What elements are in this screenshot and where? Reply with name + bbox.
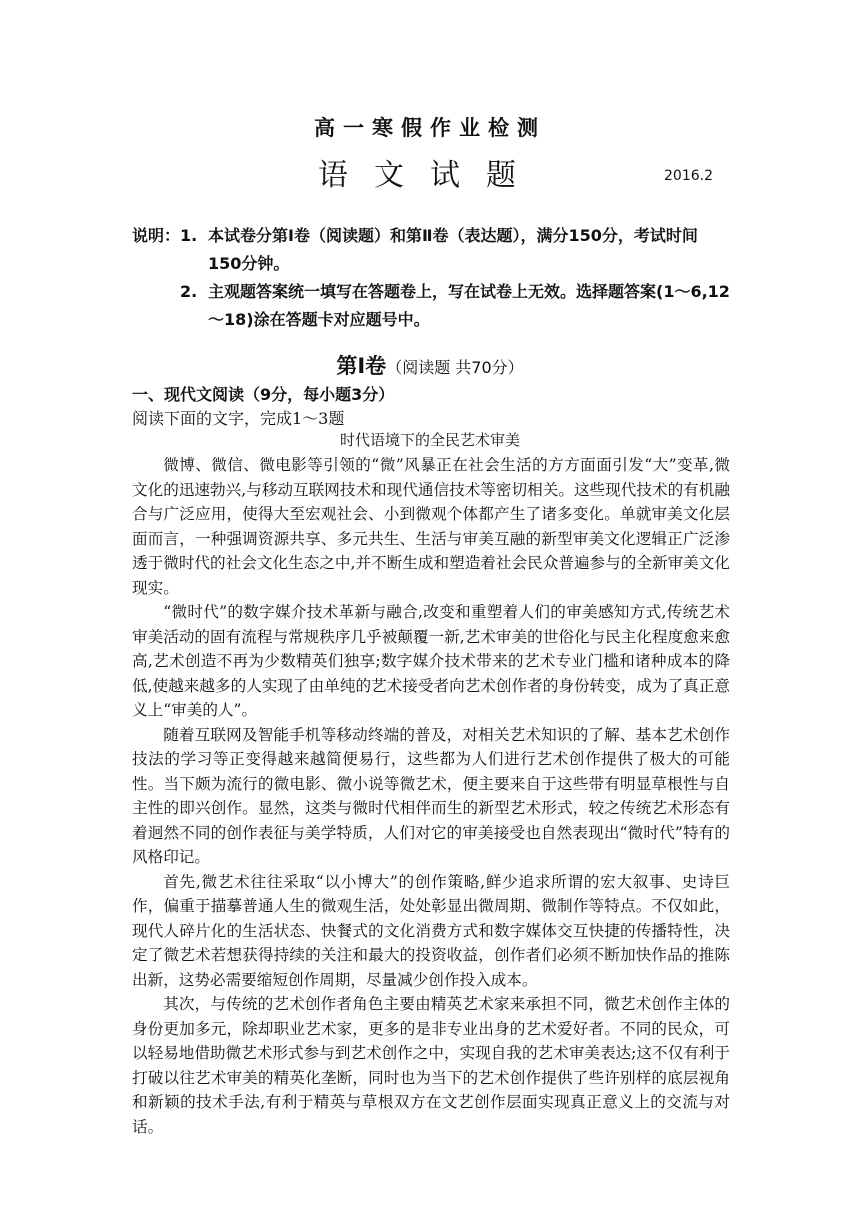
part-title: 第Ⅰ卷: [336, 354, 387, 378]
article-body: [132, 453, 730, 1139]
instructions-lead: 说明：: [132, 226, 181, 245]
instruction-item: [132, 222, 730, 278]
instructions-block: [132, 222, 730, 334]
exam-date: 2016.2: [664, 168, 713, 184]
subject-title: 语文试题: [318, 158, 542, 193]
instruction-number: 1.: [180, 226, 198, 245]
article-paragraph: 微博、微信、微电影等引领的“微”风暴正在社会生活的方方面面引发“大”变革,微文化的迅速勃兴,与移动互联网技术和现代通信技术等密切相关。这些现代技术的有机融合与广泛应用，使得大至宏观社会、小到微观个体都产生了诸多变化。单就审美文化层面而言，一种强调资源共享、多元共生、生活与审美互融的新型审美文化逻辑正广泛渗透于微时代的社会文化生态之中,并不断生成和塑造着社会民众普遍参与的全新审美文化现实。: [132, 456, 730, 597]
article-paragraph: 首先,微艺术往往采取“以小博大”的创作策略,鲜少追求所谓的宏大叙事、史诗巨作，偏重于描摹普通人生的微观生活，处处彰显出微周期、微制作等特点。不仅如此，现代人碎片化的生活状态、快餐式的文化消费方式和数字媒体交互快捷的传播特性，决定了微艺术若想获得持续的关注和最大的投资收益，创作者们必须不断加快作品的推陈出新，这势必需要缩短创作周期，尽量减少创作投入成本。: [132, 872, 730, 989]
section-heading: 一、现代文阅读（9分，每小题3分）: [132, 385, 395, 404]
article-paragraph: 随着互联网及智能手机等移动终端的普及，对相关艺术知识的了解、基本艺术创作技法的学习等正变得越来越简便易行，这些都为人们进行艺术创作提供了极大的可能性。当下颇为流行的微电影、微小说等微艺术，便主要来自于这些带有明显草根性与自主性的即兴创作。显然，这类与微时代相伴而生的新型艺术形式，较之传统艺术形态有着迥然不同的创作表征与美学特质，人们对它的审美接受也自然表现出“微时代”特有的风格印记。: [132, 725, 730, 866]
instruction-text: 主观题答案统一填写在答题卷上，写在试卷上无效。选择题答案(1～6,12～18)涂在答题卡对应题号中。: [208, 282, 730, 329]
instruction-item: [132, 278, 730, 334]
exam-title: 高一寒假作业检测: [314, 116, 546, 140]
instruction-number: 2.: [180, 282, 198, 301]
article-paragraph: “微时代”的数字媒介技术革新与融合,改变和重塑着人们的审美感知方式,传统艺术审美活动的固有流程与常规秩序几乎被颠覆一新,艺术审美的世俗化与民主化程度愈来愈高,艺术创造不再为少数精英们独享;数字媒介技术带来的艺术专业门槛和诸种成本的降低,使越来越多的人实现了由单纯的艺术接受者向艺术创作者的身份转变，成为了真正意义上“审美的人”。: [132, 603, 730, 719]
article-title: 时代语境下的全民艺术审美: [339, 431, 520, 449]
article-paragraph: 其次，与传统的艺术创作者角色主要由精英艺术家来承担不同，微艺术创作主体的身份更加多元，除却职业艺术家，更多的是非专业出身的艺术爱好者。不同的民众，可以轻易地借助微艺术形式参与到艺术创作之中，实现自我的艺术审美表达;这不仅有利于打破以往艺术审美的精英化垄断，同时也为当下的艺术创作提供了些许别样的底层视角和新颖的技术手法,有利于精英与草根双方在文艺创作层面实现真正意义上的交流与对话。: [132, 995, 730, 1136]
part-heading: [0, 350, 860, 380]
section-instruction: 阅读下面的文字，完成1～3题: [132, 409, 345, 428]
part-subtitle: （阅读题 共70分）: [386, 358, 524, 377]
instruction-text: 本试卷分第Ⅰ卷（阅读题）和第Ⅱ卷（表达题），满分150分，考试时间150分钟。: [208, 226, 698, 273]
